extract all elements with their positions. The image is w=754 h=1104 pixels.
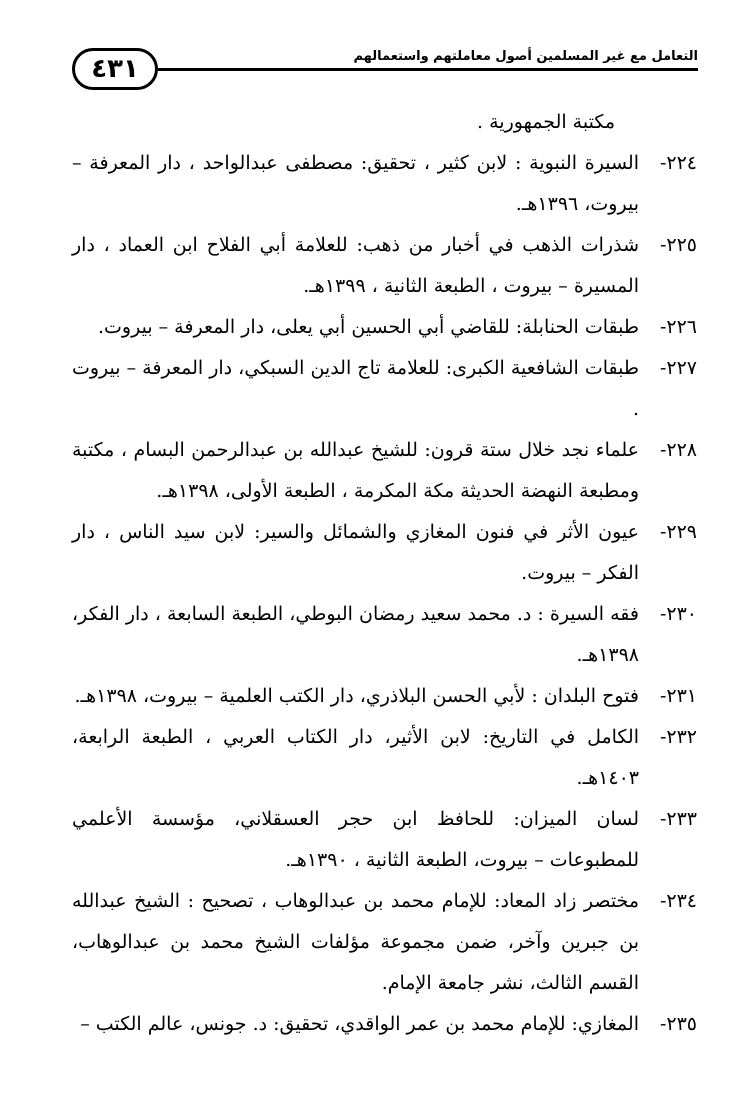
bibliography-entry (72, 799, 697, 881)
entry-number: ٢٣٥- (659, 1013, 697, 1035)
entry-number: ٢٢٧- (659, 357, 697, 379)
entry-number: ٢٢٨- (659, 439, 697, 461)
bibliography-entry (72, 225, 697, 307)
bibliography-entry (72, 881, 697, 1004)
header-rule (158, 68, 698, 71)
entry-text: الكامل في التاريخ: لابن الأثير، دار الكتاب العربي ، الطبعة الرابعة، ١٤٠٣هـ. (72, 726, 639, 789)
bibliography-list (72, 100, 697, 1045)
page-number-badge (72, 48, 158, 90)
bibliography-entry (72, 594, 697, 676)
entry-text: السيرة النبوية : لابن كثير ، تحقيق: مصطفى عبدالواحد ، دار المعرفة – بيروت، ١٣٩٦هـ. (72, 152, 639, 215)
entry-number: ٢٣٠- (659, 603, 697, 625)
entry-number: ٢٢٤- (659, 152, 697, 174)
bibliography-entry (72, 717, 697, 799)
entry-number: ٢٣٢- (659, 726, 697, 748)
entry-number: ٢٢٥- (659, 234, 697, 256)
entry-text: عيون الأثر في فنون المغازي والشمائل والسير: لابن سيد الناس ، دار الفكر – بيروت. (72, 521, 639, 584)
entry-text: طبقات الشافعية الكبرى: للعلامة تاج الدين السبكي، دار المعرفة – بيروت . (72, 357, 639, 420)
entry-number: ٢٢٩- (659, 521, 697, 543)
entry-text: علماء نجد خلال ستة قرون: للشيخ عبدالله بن عبدالرحمن البسام ، مكتبة ومطبعة النهضة الحديثة مكة المكرمة ، الطبعة الأولى، ١٣٩٨هـ. (72, 439, 639, 502)
running-title: التعامل مع غير المسلمين أصول معاملتهم واستعمالهم (353, 49, 698, 64)
entry-text: شذرات الذهب في أخبار من ذهب: للعلامة أبي الفلاح ابن العماد ، دار المسيرة – بيروت ، الطبعة الثانية ، ١٣٩٩هـ. (72, 234, 639, 297)
bibliography-entry (72, 143, 697, 225)
entry-number: ٢٢٦- (659, 316, 697, 338)
bibliography-entry (72, 512, 697, 594)
entry-number: ٢٣١- (659, 685, 697, 707)
bibliography-entry (72, 430, 697, 512)
entry-text: لسان الميزان: للحافظ ابن حجر العسقلاني، مؤسسة الأعلمي للمطبوعات – بيروت، الطبعة الثانية ، ١٣٩٠هـ. (72, 808, 639, 871)
entry-text: طبقات الحنابلة: للقاضي أبي الحسين أبي يعلى، دار المعرفة – بيروت. (98, 316, 639, 338)
bibliography-entry (72, 1004, 697, 1045)
entry-number: ٢٣٤- (659, 890, 697, 912)
continued-entry-text: مكتبة الجمهورية . (477, 111, 615, 133)
entry-text: مختصر زاد المعاد: للإمام محمد بن عبدالوهاب ، تصحيح : الشيخ عبدالله بن جبرين وآخر، ضمن مجموعة مؤلفات الشيخ محمد بن عبدالوهاب، القسم الثالث، نشر جامعة الإمام. (72, 890, 639, 994)
page-number: ٤٣١ (91, 54, 139, 84)
entry-text: المغازي: للإمام محمد بن عمر الواقدي، تحقيق: د. جونس، عالم الكتب – (80, 1013, 639, 1035)
page-header (0, 0, 754, 100)
bibliography-entry (72, 307, 697, 348)
entry-text: فتوح البلدان : لأبي الحسن البلاذري، دار الكتب العلمية – بيروت، ١٣٩٨هـ. (74, 685, 639, 707)
entry-number: ٢٣٣- (659, 808, 697, 830)
entry-text: فقه السيرة : د. محمد سعيد رمضان البوطي، الطبعة السابعة ، دار الفكر، ١٣٩٨هـ. (72, 603, 639, 666)
bibliography-entry (72, 676, 697, 717)
bibliography-entry (72, 348, 697, 430)
